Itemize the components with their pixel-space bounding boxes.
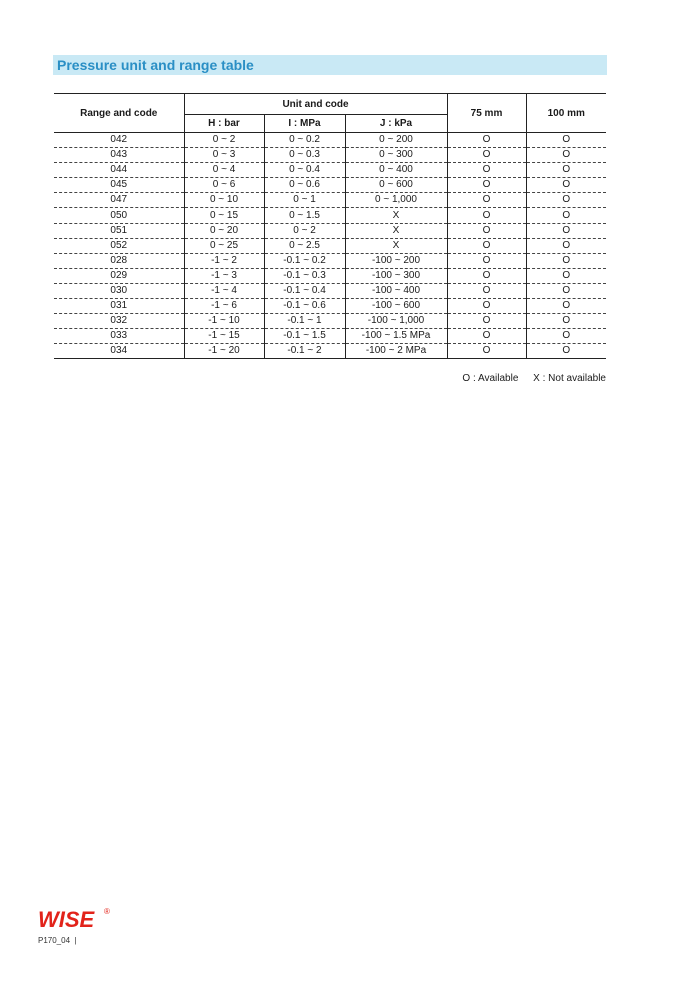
availability-75mm-cell: O bbox=[447, 329, 526, 344]
range-code-cell: 052 bbox=[54, 238, 184, 253]
availability-75mm-cell: O bbox=[447, 193, 526, 208]
header-h-bar: H : bar bbox=[184, 115, 264, 133]
j-kpa-cell: X bbox=[345, 208, 447, 223]
j-kpa-cell: -100 ~ 400 bbox=[345, 283, 447, 298]
registered-mark: ® bbox=[104, 907, 110, 916]
availability-100mm-cell: O bbox=[526, 178, 606, 193]
header-range-and-code: Range and code bbox=[54, 94, 184, 133]
i-mpa-cell: -0.1 ~ 2 bbox=[264, 344, 345, 359]
range-code-cell: 032 bbox=[54, 314, 184, 329]
i-mpa-cell: -0.1 ~ 0.3 bbox=[264, 268, 345, 283]
j-kpa-cell: 0 ~ 1,000 bbox=[345, 193, 447, 208]
availability-100mm-cell: O bbox=[526, 344, 606, 359]
j-kpa-cell: -100 ~ 300 bbox=[345, 268, 447, 283]
availability-100mm-cell: O bbox=[526, 163, 606, 178]
availability-75mm-cell: O bbox=[447, 299, 526, 314]
availability-75mm-cell: O bbox=[447, 223, 526, 238]
table-row bbox=[54, 299, 606, 314]
j-kpa-cell: -100 ~ 600 bbox=[345, 299, 447, 314]
availability-75mm-cell: O bbox=[447, 163, 526, 178]
i-mpa-cell: -0.1 ~ 1 bbox=[264, 314, 345, 329]
header-j-kpa: J : kPa bbox=[345, 115, 447, 133]
h-bar-cell: -1 ~ 4 bbox=[184, 283, 264, 298]
range-code-cell: 044 bbox=[54, 163, 184, 178]
availability-100mm-cell: O bbox=[526, 283, 606, 298]
h-bar-cell: 0 ~ 10 bbox=[184, 193, 264, 208]
i-mpa-cell: 0 ~ 0.6 bbox=[264, 178, 345, 193]
availability-100mm-cell: O bbox=[526, 268, 606, 283]
j-kpa-cell: -100 ~ 1,000 bbox=[345, 314, 447, 329]
availability-75mm-cell: O bbox=[447, 238, 526, 253]
i-mpa-cell: 0 ~ 0.4 bbox=[264, 163, 345, 178]
table-row bbox=[54, 223, 606, 238]
availability-75mm-cell: O bbox=[447, 178, 526, 193]
wise-logo-text: WISE bbox=[38, 907, 95, 931]
j-kpa-cell: -100 ~ 2 MPa bbox=[345, 344, 447, 359]
i-mpa-cell: -0.1 ~ 1.5 bbox=[264, 329, 345, 344]
table-row bbox=[54, 148, 606, 163]
availability-100mm-cell: O bbox=[526, 223, 606, 238]
header-75mm: 75 mm bbox=[447, 94, 526, 133]
availability-100mm-cell: O bbox=[526, 208, 606, 223]
j-kpa-cell: 0 ~ 600 bbox=[345, 178, 447, 193]
h-bar-cell: -1 ~ 3 bbox=[184, 268, 264, 283]
availability-100mm-cell: O bbox=[526, 299, 606, 314]
availability-100mm-cell: O bbox=[526, 193, 606, 208]
i-mpa-cell: 0 ~ 0.2 bbox=[264, 133, 345, 148]
j-kpa-cell: 0 ~ 300 bbox=[345, 148, 447, 163]
range-code-cell: 051 bbox=[54, 223, 184, 238]
availability-100mm-cell: O bbox=[526, 133, 606, 148]
h-bar-cell: -1 ~ 15 bbox=[184, 329, 264, 344]
j-kpa-cell: -100 ~ 1.5 MPa bbox=[345, 329, 447, 344]
pressure-range-table bbox=[54, 93, 606, 359]
table-row bbox=[54, 253, 606, 268]
table-row bbox=[54, 268, 606, 283]
availability-75mm-cell: O bbox=[447, 253, 526, 268]
range-code-cell: 031 bbox=[54, 299, 184, 314]
legend-available: O : Available bbox=[462, 373, 519, 384]
j-kpa-cell: 0 ~ 400 bbox=[345, 163, 447, 178]
range-code-cell: 029 bbox=[54, 268, 184, 283]
h-bar-cell: -1 ~ 20 bbox=[184, 344, 264, 359]
availability-100mm-cell: O bbox=[526, 253, 606, 268]
page-code-text: P170_04 bbox=[38, 936, 71, 945]
h-bar-cell: 0 ~ 2 bbox=[184, 133, 264, 148]
h-bar-cell: -1 ~ 10 bbox=[184, 314, 264, 329]
i-mpa-cell: 0 ~ 0.3 bbox=[264, 148, 345, 163]
range-code-cell: 034 bbox=[54, 344, 184, 359]
table-row bbox=[54, 133, 606, 148]
i-mpa-cell: 0 ~ 2.5 bbox=[264, 238, 345, 253]
h-bar-cell: 0 ~ 6 bbox=[184, 178, 264, 193]
availability-75mm-cell: O bbox=[447, 208, 526, 223]
h-bar-cell: -1 ~ 6 bbox=[184, 299, 264, 314]
range-code-cell: 043 bbox=[54, 148, 184, 163]
table-row bbox=[54, 208, 606, 223]
i-mpa-cell: -0.1 ~ 0.6 bbox=[264, 299, 345, 314]
table-row bbox=[54, 344, 606, 359]
range-code-cell: 030 bbox=[54, 283, 184, 298]
availability-100mm-cell: O bbox=[526, 238, 606, 253]
section-title: Pressure unit and range table bbox=[53, 55, 607, 75]
i-mpa-cell: 0 ~ 1 bbox=[264, 193, 345, 208]
i-mpa-cell: -0.1 ~ 0.2 bbox=[264, 253, 345, 268]
availability-75mm-cell: O bbox=[447, 283, 526, 298]
table-row bbox=[54, 314, 606, 329]
h-bar-cell: 0 ~ 25 bbox=[184, 238, 264, 253]
availability-100mm-cell: O bbox=[526, 148, 606, 163]
range-code-cell: 047 bbox=[54, 193, 184, 208]
range-code-cell: 033 bbox=[54, 329, 184, 344]
table-row bbox=[54, 329, 606, 344]
i-mpa-cell: 0 ~ 1.5 bbox=[264, 208, 345, 223]
i-mpa-cell: 0 ~ 2 bbox=[264, 223, 345, 238]
legend bbox=[450, 373, 606, 384]
header-i-mpa: I : MPa bbox=[264, 115, 345, 133]
h-bar-cell: 0 ~ 3 bbox=[184, 148, 264, 163]
j-kpa-cell: X bbox=[345, 223, 447, 238]
h-bar-cell: -1 ~ 2 bbox=[184, 253, 264, 268]
table-body bbox=[54, 133, 606, 359]
range-code-cell: 050 bbox=[54, 208, 184, 223]
availability-75mm-cell: O bbox=[447, 344, 526, 359]
table-row bbox=[54, 193, 606, 208]
h-bar-cell: 0 ~ 15 bbox=[184, 208, 264, 223]
j-kpa-cell: 0 ~ 200 bbox=[345, 133, 447, 148]
range-code-cell: 028 bbox=[54, 253, 184, 268]
table-row bbox=[54, 163, 606, 178]
i-mpa-cell: -0.1 ~ 0.4 bbox=[264, 283, 345, 298]
legend-not-available: X : Not available bbox=[533, 373, 606, 384]
page-code: P170_04 | bbox=[38, 936, 77, 945]
j-kpa-cell: -100 ~ 200 bbox=[345, 253, 447, 268]
table-row bbox=[54, 283, 606, 298]
h-bar-cell: 0 ~ 20 bbox=[184, 223, 264, 238]
j-kpa-cell: X bbox=[345, 238, 447, 253]
availability-75mm-cell: O bbox=[447, 133, 526, 148]
h-bar-cell: 0 ~ 4 bbox=[184, 163, 264, 178]
availability-75mm-cell: O bbox=[447, 268, 526, 283]
header-unit-and-code: Unit and code bbox=[184, 94, 447, 115]
availability-100mm-cell: O bbox=[526, 314, 606, 329]
availability-100mm-cell: O bbox=[526, 329, 606, 344]
table-row bbox=[54, 238, 606, 253]
table-row bbox=[54, 178, 606, 193]
range-code-cell: 042 bbox=[54, 133, 184, 148]
wise-logo bbox=[38, 905, 118, 931]
availability-75mm-cell: O bbox=[447, 148, 526, 163]
range-code-cell: 045 bbox=[54, 178, 184, 193]
availability-75mm-cell: O bbox=[447, 314, 526, 329]
header-100mm: 100 mm bbox=[526, 94, 606, 133]
